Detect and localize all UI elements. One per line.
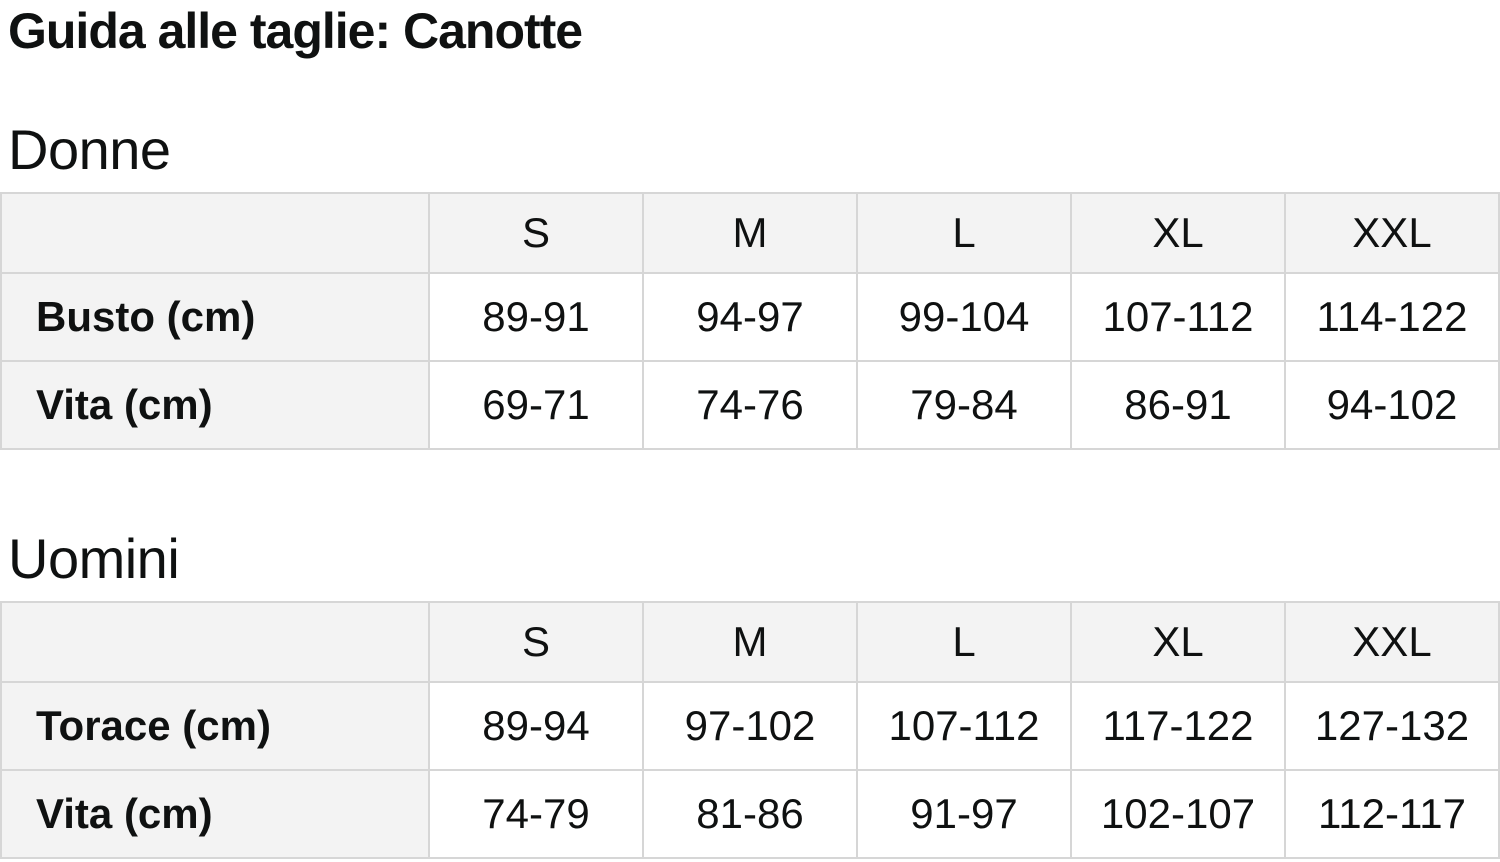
value-cell: 79-84: [857, 361, 1071, 449]
value-cell: 91-97: [857, 770, 1071, 858]
table-row-busto: [1, 273, 1499, 361]
value-cell: 107-112: [1071, 273, 1285, 361]
value-cell: 102-107: [1071, 770, 1285, 858]
size-header-xl: XL: [1071, 602, 1285, 682]
donne-header-row: [1, 193, 1499, 273]
size-header-xxl: XXL: [1285, 602, 1499, 682]
size-header-l: L: [857, 602, 1071, 682]
value-cell: 89-94: [429, 682, 643, 770]
value-cell: 89-91: [429, 273, 643, 361]
size-header-s: S: [429, 193, 643, 273]
value-cell: 94-102: [1285, 361, 1499, 449]
size-header-s: S: [429, 602, 643, 682]
corner-cell: [1, 193, 429, 273]
section-donne: [0, 118, 1500, 450]
value-cell: 81-86: [643, 770, 857, 858]
value-cell: 127-132: [1285, 682, 1499, 770]
value-cell: 114-122: [1285, 273, 1499, 361]
row-label-torace: Torace (cm): [1, 682, 429, 770]
row-label-vita-uomini: Vita (cm): [1, 770, 429, 858]
corner-cell: [1, 602, 429, 682]
size-header-xxl: XXL: [1285, 193, 1499, 273]
page-title: Guida alle taglie: Canotte: [8, 3, 583, 59]
value-cell: 117-122: [1071, 682, 1285, 770]
value-cell: 107-112: [857, 682, 1071, 770]
value-cell: 74-79: [429, 770, 643, 858]
row-label-vita-donne: Vita (cm): [1, 361, 429, 449]
uomini-header-row: [1, 602, 1499, 682]
uomini-size-table: [0, 601, 1500, 859]
value-cell: 94-97: [643, 273, 857, 361]
value-cell: 69-71: [429, 361, 643, 449]
size-header-m: M: [643, 193, 857, 273]
value-cell: 112-117: [1285, 770, 1499, 858]
row-label-busto: Busto (cm): [1, 273, 429, 361]
section-uomini: [0, 526, 1500, 859]
table-row-vita-donne: [1, 361, 1499, 449]
value-cell: 97-102: [643, 682, 857, 770]
size-header-l: L: [857, 193, 1071, 273]
donne-size-table: [0, 192, 1500, 450]
section-heading-uomini: Uomini: [8, 526, 180, 590]
table-row-torace: [1, 682, 1499, 770]
section-heading-donne: Donne: [8, 118, 171, 181]
table-row-vita-uomini: [1, 770, 1499, 858]
value-cell: 74-76: [643, 361, 857, 449]
value-cell: 86-91: [1071, 361, 1285, 449]
size-header-m: M: [643, 602, 857, 682]
size-header-xl: XL: [1071, 193, 1285, 273]
value-cell: 99-104: [857, 273, 1071, 361]
